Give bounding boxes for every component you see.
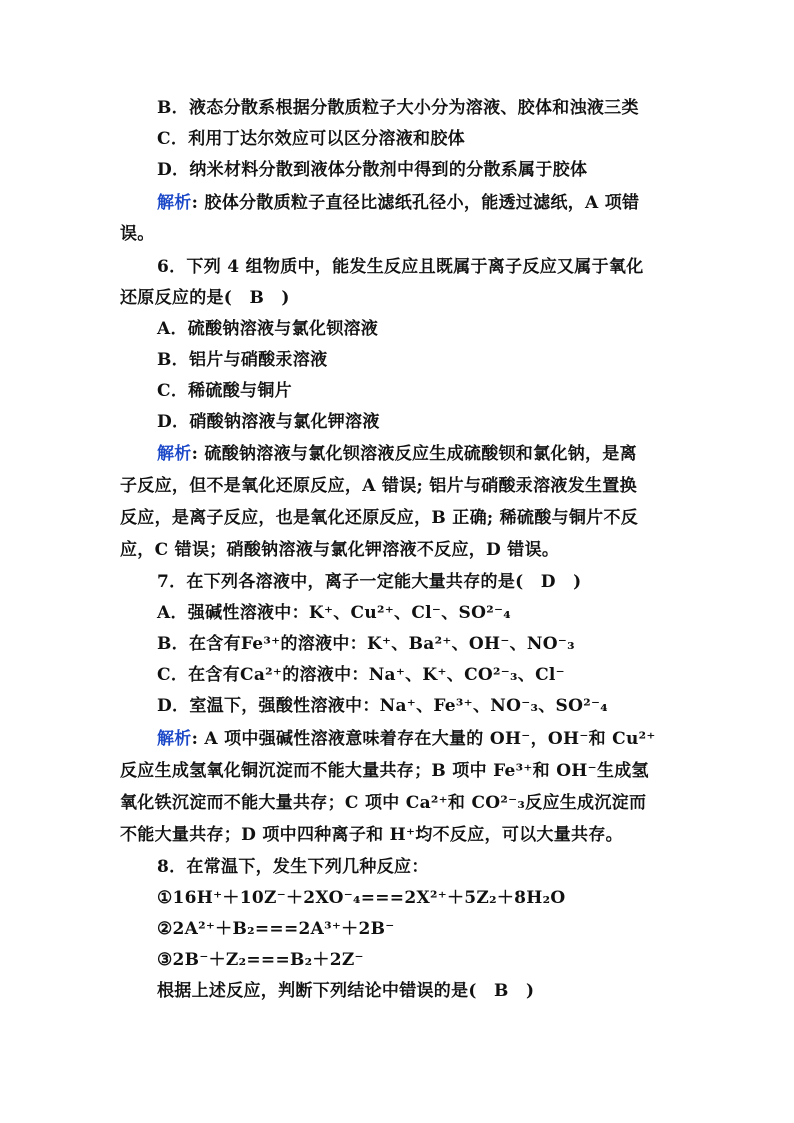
q6-stem-line-1: 6．下列 4 组物质中，能发生反应且既属于离子反应又属于氧化 <box>157 257 644 277</box>
q6-explanation-line-2: 子反应，但不是氧化还原反应，A 错误; 铝片与硝酸汞溶液发生置换 <box>120 476 637 496</box>
q7-explanation-line-2: 反应生成氢氧化铜沉淀而不能大量共存；B 项中 Fe³⁺和 OH⁻生成氢 <box>120 761 649 781</box>
q6-stem-line-2: 还原反应的是( B ) <box>120 288 290 308</box>
q7-stem: 7．在下列各溶液中，离子一定能大量共存的是( D ) <box>157 572 582 592</box>
q5-explanation-line-1: 解析: 胶体分散质粒子直径比滤纸孔径小，能透过滤纸，A 项错 <box>157 193 640 213</box>
q6-explanation-line-3: 反应，是离子反应，也是氧化还原反应，B 正确; 稀硫酸与铜片不反 <box>120 508 639 528</box>
q6-option-c: C．稀硫酸与铜片 <box>157 381 292 401</box>
q5-option-d: D．纳米材料分散到液体分散剂中得到的分散系属于胶体 <box>157 160 588 180</box>
q8-stem: 8．在常温下，发生下列几种反应： <box>157 857 429 877</box>
q7-option-a: A．强碱性溶液中：K⁺、Cu²⁺、Cl⁻、SO²⁻₄ <box>157 603 511 623</box>
q8-reaction-3: ③2B⁻＋Z₂===B₂＋2Z⁻ <box>157 950 364 970</box>
q5-option-c: C．利用丁达尔效应可以区分溶液和胶体 <box>157 129 465 149</box>
q5-option-b: B．液态分散系根据分散质粒子大小分为溶液、胶体和浊液三类 <box>157 98 639 118</box>
q7-explanation-line-4: 不能大量共存；D 项中四种离子和 H⁺均不反应，可以大量共存。 <box>120 825 623 845</box>
q7-explanation-line-3: 氧化铁沉淀而不能大量共存；C 项中 Ca²⁺和 CO²⁻₃反应生成沉淀而 <box>120 793 647 813</box>
q8-reaction-2: ②2A²⁺＋B₂===2A³⁺＋2B⁻ <box>157 919 395 939</box>
explanation-label: 解析 <box>157 444 192 464</box>
q6-option-a: A．硫酸钠溶液与氯化钡溶液 <box>157 319 379 339</box>
q7-option-b: B．在含有Fe³⁺的溶液中：K⁺、Ba²⁺、OH⁻、NO⁻₃ <box>157 634 575 654</box>
q7-option-c: C．在含有Ca²⁺的溶液中：Na⁺、K⁺、CO²⁻₃、Cl⁻ <box>157 665 565 685</box>
q6-explanation-line-1: 解析: 硫酸钠溶液与氯化钡溶液反应生成硫酸钡和氯化钠，是离 <box>157 444 637 464</box>
q5-explanation-line-2: 误。 <box>120 224 155 244</box>
q6-option-b: B．铝片与硝酸汞溶液 <box>157 350 328 370</box>
q7-option-d: D．室温下，强酸性溶液中：Na⁺、Fe³⁺、NO⁻₃、SO²⁻₄ <box>157 696 608 716</box>
q6-option-d: D．硝酸钠溶液与氯化钾溶液 <box>157 412 380 432</box>
q7-explanation-line-1: 解析: A 项中强碱性溶液意味着存在大量的 OH⁻，OH⁻和 Cu²⁺ <box>157 729 656 749</box>
q8-reaction-1: ①16H⁺＋10Z⁻＋2XO⁻₄===2X²⁺＋5Z₂＋8H₂O <box>157 888 566 908</box>
explanation-label: 解析 <box>157 193 192 213</box>
q6-explanation-line-4: 应，C 错误；硝酸钠溶液与氯化钾溶液不反应，D 错误。 <box>120 540 560 560</box>
explanation-label: 解析 <box>157 729 192 749</box>
q8-question: 根据上述反应，判断下列结论中错误的是( B ) <box>157 981 535 1001</box>
